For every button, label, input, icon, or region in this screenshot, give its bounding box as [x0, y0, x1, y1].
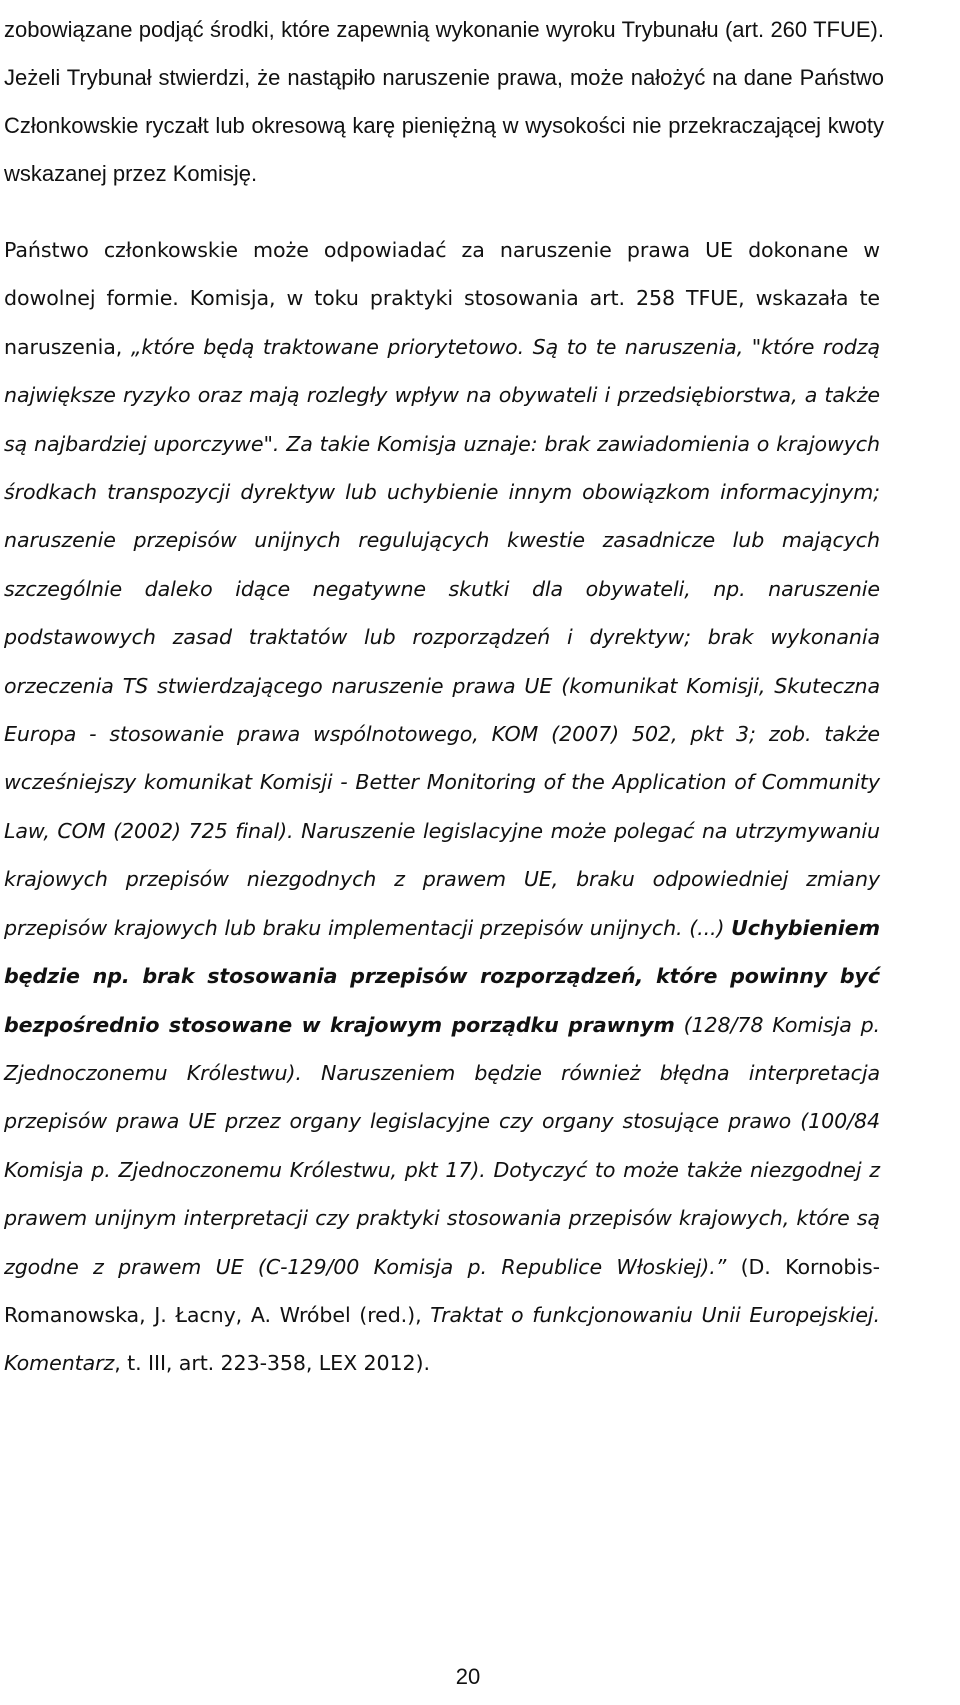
citation-details: , t. III, art. 223-358, LEX 2012).: [114, 1351, 430, 1376]
paragraph-2: [4, 226, 880, 1388]
page-number: 20: [455, 1664, 481, 1689]
quotation-continued: (128/78 Komisja p. Zjednoczonemu Królestwu). Naruszeniem będzie również błędna interpretacja przepisów prawa UE przez organy legislacyjne czy organy stosujące prawo (100/84 Komisja p. Zjednoczonemu Królestwu, pkt 17). Dotyczyć to może także niezgodnej z prawem unijnym interpretacji czy praktyki stosowania przepisów krajowych, które są zgodne z prawem UE (C-129/00 Komisja p. Republice Włoskiej).”: [4, 1012, 880, 1279]
citation-title: Traktat o funkcjonowaniu Unii Europejskiej. Komentarz: [4, 1302, 880, 1376]
paragraph-2-intro: Państwo członkowskie może odpowiadać za naruszenie prawa UE dokonane w dowolnej formie. Komisja, w toku praktyki stosowania art. 258 TFUE, wskazała te naruszenia,: [4, 238, 880, 359]
quotation-text: „które będą traktowane priorytetowo. Są to te naruszenia, "które rodzą największe ryzyko oraz mają rozległy wpływ na obywateli i przedsiębiorstwa, a także są najbardziej uporczywe". Za takie Komisja uznaje: brak zawiadomienia o krajowych środkach transpozycji dyrektyw lub uchybienie innym obowiązkom informacyjnym; naruszenie przepisów unijnych regulujących kwestie zasadnicze lub mających szczególnie daleko idące negatywne skutki dla obywateli, np. naruszenie podstawowych zasad traktatów lub rozporządzeń i dyrektyw; brak wykonania orzeczenia TS stwierdzającego naruszenie prawa UE (komunikat Komisji, Skuteczna Europa - stosowanie prawa wspólnotowego, KOM (2007) 502, pkt 3; zob. także wcześniejszy komunikat Komisji - Better Monitoring of the Application of Community Law, COM (2002) 725 final). Naruszenie legislacyjne może polegać na utrzymywaniu krajowych przepisów niezgodnych z prawem UE, braku odpowiedniej zmiany przepisów krajowych lub braku implementacji przepisów unijnych. (...): [4, 334, 881, 940]
paragraph-1: zobowiązane podjąć środki, które zapewnią wykonanie wyroku Trybunału (art. 260 TFUE). Jeżeli Trybunał stwierdzi, że nastąpiło naruszenie prawa, może nałożyć na dane Państwo Członkowskie ryczałt lub okresową karę pieniężną w wysokości nie przekraczającej kwoty wskazanej przez Komisję.: [4, 17, 884, 186]
emphasized-quotation: Uchybieniem będzie np. brak stosowania przepisów rozporządzeń, które powinny być bezpośrednio stosowane w krajowym porządku prawnym: [4, 915, 880, 1037]
citation-authors: (D. Kornobis-Romanowska, J. Łacny, A. Wróbel (red.),: [4, 1254, 880, 1327]
